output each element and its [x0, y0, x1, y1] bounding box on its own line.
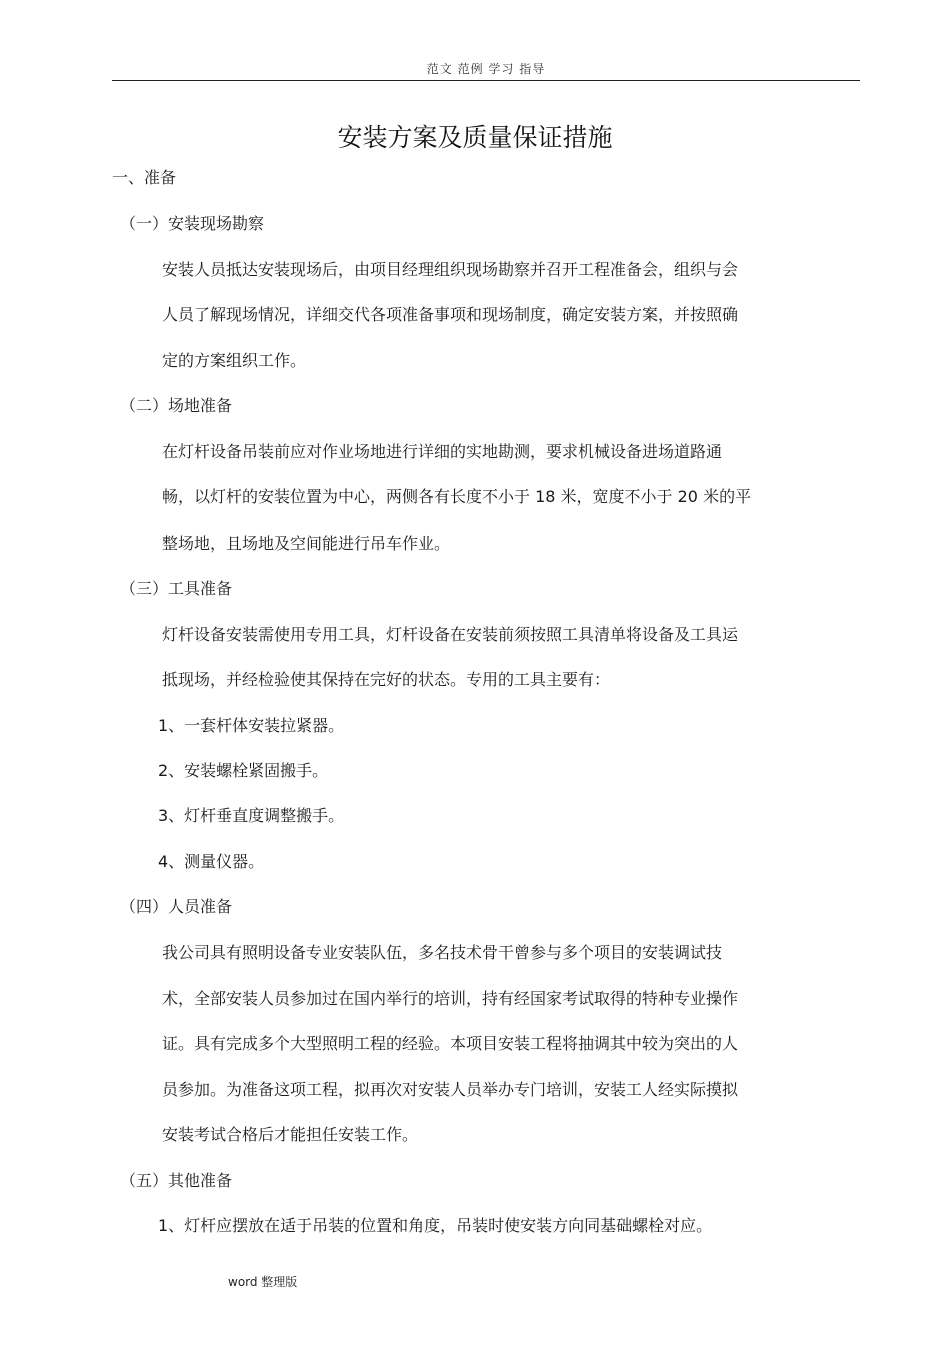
paragraph-line: 安装人员抵达安装现场后，由项目经理组织现场勘察并召开工程准备会，组织与会 — [162, 260, 739, 279]
section-heading-preparation: 一、准备 — [112, 168, 177, 187]
subsection-heading-site-preparation: （二）场地准备 — [120, 396, 233, 415]
paragraph-line: 整场地，且场地及空间能进行吊车作业。 — [162, 534, 451, 553]
list-item: 2、安装螺栓紧固搬手。 — [158, 761, 329, 780]
list-item: 1、一套杆体安装拉紧器。 — [158, 716, 345, 735]
document-title: 安装方案及质量保证措施 — [337, 123, 613, 152]
paragraph-line: 员参加。为准备这项工程，拟再次对安装人员举办专门培训，安装工人经实际摸拟 — [162, 1080, 739, 1099]
paragraph-line: 定的方案组织工作。 — [162, 351, 307, 370]
paragraph-line: 人员了解现场情况，详细交代各项准备事项和现场制度，确定安装方案，并按照确 — [162, 305, 739, 324]
paragraph-line: 术，全部安装人员参加过在国内举行的培训，持有经国家考试取得的特种专业操作 — [162, 989, 739, 1008]
page-header: 范文 范例 学习 指导 — [426, 62, 546, 76]
paragraph-line: 灯杆设备安装需使用专用工具，灯杆设备在安装前须按照工具清单将设备及工具运 — [162, 625, 739, 644]
list-item: 1、灯杆应摆放在适于吊装的位置和角度，吊装时使安装方向同基础螺栓对应。 — [158, 1216, 713, 1235]
paragraph-line: 安装考试合格后才能担任安装工作。 — [162, 1125, 419, 1144]
subsection-heading-other: （五）其他准备 — [120, 1171, 233, 1190]
page-footer: word 整理版 — [228, 1275, 298, 1289]
subsection-heading-personnel: （四）人员准备 — [120, 897, 233, 916]
list-item: 4、测量仪器。 — [158, 852, 265, 871]
paragraph-line: 证。具有完成多个大型照明工程的经验。本项目安装工程将抽调其中较为突出的人 — [162, 1034, 739, 1053]
paragraph-line: 抵现场，并经检验使其保持在完好的状态。专用的工具主要有： — [162, 670, 611, 689]
paragraph-line: 在灯杆设备吊装前应对作业场地进行详细的实地勘测，要求机械设备进场道路通 — [162, 442, 723, 461]
subsection-heading-site-survey: （一）安装现场勘察 — [120, 214, 265, 233]
paragraph-line: 畅，以灯杆的安装位置为中心，两侧各有长度不小于 18 米，宽度不小于 20 米的平 — [162, 487, 752, 506]
subsection-heading-tools: （三）工具准备 — [120, 579, 233, 598]
list-item: 3、灯杆垂直度调整搬手。 — [158, 806, 345, 825]
header-rule — [112, 80, 860, 81]
paragraph-line: 我公司具有照明设备专业安装队伍，多名技术骨干曾参与多个项目的安装调试技 — [162, 943, 723, 962]
